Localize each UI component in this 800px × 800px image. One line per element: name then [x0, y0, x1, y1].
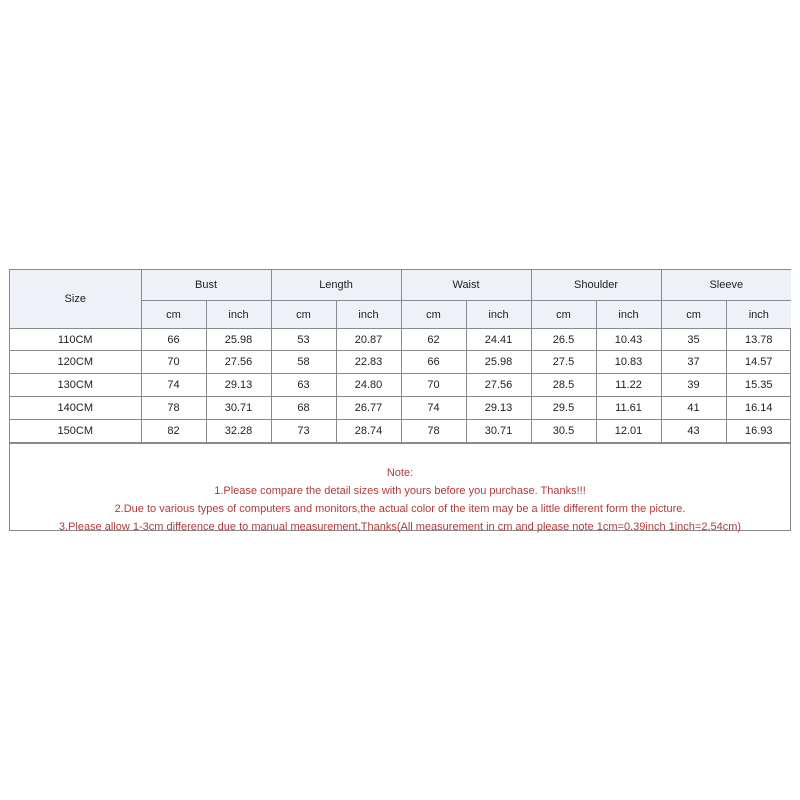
- measurement-cell: 12.01: [596, 420, 661, 443]
- measurement-cell: 35: [661, 329, 726, 351]
- measurement-cell: 63: [271, 374, 336, 397]
- unit-header: cm: [271, 301, 336, 329]
- measurement-cell: 78: [141, 397, 206, 420]
- measurement-cell: 27.5: [531, 351, 596, 374]
- measurement-cell: 66: [401, 351, 466, 374]
- measurement-cell: 43: [661, 420, 726, 443]
- measurement-cell: 37: [661, 351, 726, 374]
- measurement-cell: 73: [271, 420, 336, 443]
- measurement-cell: 29.13: [466, 397, 531, 420]
- notes-section: [10, 443, 790, 535]
- measurement-cell: 78: [401, 420, 466, 443]
- measurement-cell: 70: [141, 351, 206, 374]
- note-line: 2.Due to various types of computers and monitors,the actual color of the item may be a little different form the picture.: [114, 503, 686, 515]
- measurement-cell: 10.83: [596, 351, 661, 374]
- measurement-cell: 41: [661, 397, 726, 420]
- size-cell: 150CM: [10, 420, 141, 443]
- measurement-cell: 68: [271, 397, 336, 420]
- length-header: Length: [271, 270, 401, 301]
- unit-header: cm: [661, 301, 726, 329]
- table-row: [10, 420, 791, 443]
- measurement-cell: 26.5: [531, 329, 596, 351]
- measurement-cell: 62: [401, 329, 466, 351]
- unit-header: inch: [206, 301, 271, 329]
- table-body: [10, 329, 791, 443]
- measurement-cell: 10.43: [596, 329, 661, 351]
- size-cell: 130CM: [10, 374, 141, 397]
- measurement-cell: 82: [141, 420, 206, 443]
- note-line: 1.Please compare the detail sizes with yours before you purchase. Thanks!!!: [214, 485, 586, 497]
- measurement-cell: 39: [661, 374, 726, 397]
- table-row: [10, 351, 791, 374]
- measurement-cell: 27.56: [206, 351, 271, 374]
- measurement-cell: 53: [271, 329, 336, 351]
- waist-header: Waist: [401, 270, 531, 301]
- measurement-cell: 22.83: [336, 351, 401, 374]
- measurement-cell: 13.78: [726, 329, 791, 351]
- measurement-cell: 26.77: [336, 397, 401, 420]
- measurement-cell: 74: [401, 397, 466, 420]
- measurement-cell: 58: [271, 351, 336, 374]
- measurement-cell: 27.56: [466, 374, 531, 397]
- measurement-cell: 16.14: [726, 397, 791, 420]
- measurement-cell: 30.71: [206, 397, 271, 420]
- size-table: [10, 270, 791, 443]
- unit-header: inch: [596, 301, 661, 329]
- measurement-cell: 32.28: [206, 420, 271, 443]
- size-column-header: Size: [10, 270, 141, 329]
- size-chart: [9, 269, 791, 531]
- measurement-cell: 25.98: [466, 351, 531, 374]
- note-title: Note:: [386, 467, 414, 479]
- unit-header: inch: [336, 301, 401, 329]
- measurement-cell: 28.74: [336, 420, 401, 443]
- shoulder-header: Shoulder: [531, 270, 661, 301]
- measurement-cell: 66: [141, 329, 206, 351]
- measurement-cell: 14.57: [726, 351, 791, 374]
- sleeve-header: Sleeve: [661, 270, 791, 301]
- header-row-groups: [10, 270, 791, 301]
- measurement-cell: 15.35: [726, 374, 791, 397]
- unit-header: inch: [726, 301, 791, 329]
- measurement-cell: 20.87: [336, 329, 401, 351]
- unit-header: cm: [531, 301, 596, 329]
- measurement-cell: 74: [141, 374, 206, 397]
- measurement-cell: 29.13: [206, 374, 271, 397]
- size-cell: 110CM: [10, 329, 141, 351]
- measurement-cell: 16.93: [726, 420, 791, 443]
- bust-header: Bust: [141, 270, 271, 301]
- measurement-cell: 25.98: [206, 329, 271, 351]
- measurement-cell: 24.41: [466, 329, 531, 351]
- measurement-cell: 30.71: [466, 420, 531, 443]
- measurement-cell: 29.5: [531, 397, 596, 420]
- table-row: [10, 397, 791, 420]
- measurement-cell: 11.61: [596, 397, 661, 420]
- unit-header: cm: [401, 301, 466, 329]
- measurement-cell: 11.22: [596, 374, 661, 397]
- size-cell: 140CM: [10, 397, 141, 420]
- measurement-cell: 24.80: [336, 374, 401, 397]
- note-line: 3.Please allow 1-3cm difference due to manual measurement.Thanks(All measurement in cm and please note 1cm=0.39inch 1inch=2.54cm): [58, 521, 742, 533]
- size-cell: 120CM: [10, 351, 141, 374]
- measurement-cell: 30.5: [531, 420, 596, 443]
- table-row: [10, 329, 791, 351]
- measurement-cell: 70: [401, 374, 466, 397]
- unit-header: inch: [466, 301, 531, 329]
- unit-header: cm: [141, 301, 206, 329]
- measurement-cell: 28.5: [531, 374, 596, 397]
- table-row: [10, 374, 791, 397]
